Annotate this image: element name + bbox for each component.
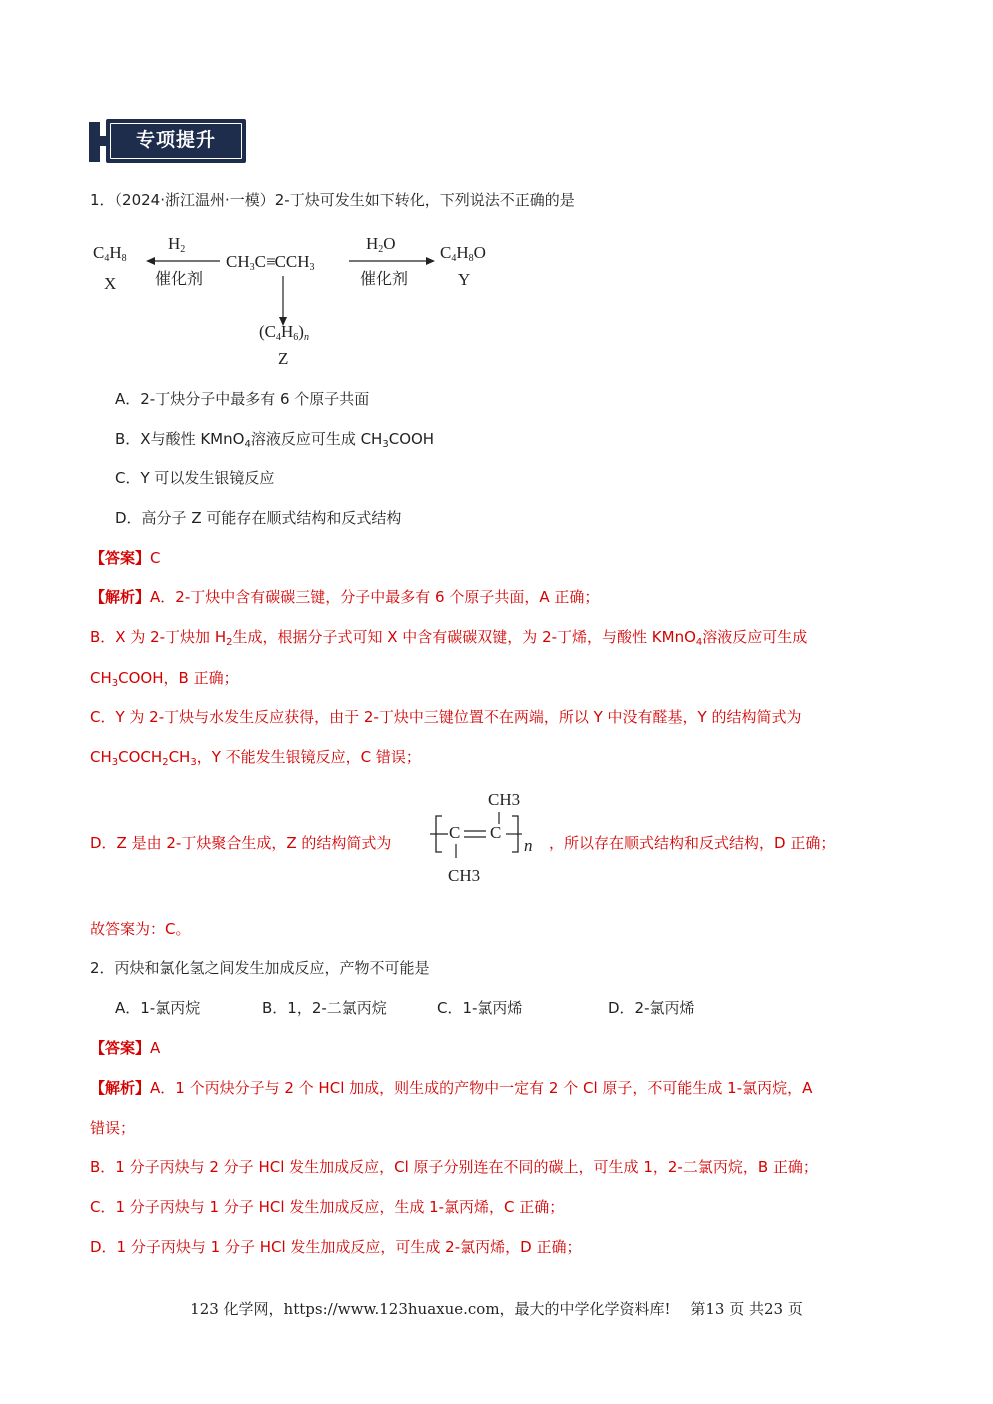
q2-answer: 【答案】A <box>90 1039 161 1057</box>
q2-analysis-d: D．1 分子丙炔与 1 分子 HCl 发生加成反应，可生成 2-氯丙烯，D 正确； <box>90 1238 582 1256</box>
q2-analysis-b: B．1 分子丙炔与 2 分子 HCl 发生加成反应，Cl 原子分别连在不同的碳上，可生成 1，2-二氯丙烷，B 正确； <box>90 1158 818 1176</box>
page-footer: 123 化学网，https://www.123huaxue.com，最大的中学化学资料库! 第13 页 共23 页 <box>190 1300 803 1318</box>
x-formula: $C_4H_8$ <box>93 243 127 264</box>
q2-analysis-a-line2: 错误； <box>90 1119 136 1137</box>
left-reagent: $H_2$ <box>168 234 186 255</box>
q2-analysis-a-line1: 【解析】A．1 个丙炔分子与 2 个 HCl 加成，则生成的产物中一定有 2 个 Cl 原子，不可能生成 1-氯丙烷，A <box>90 1079 813 1097</box>
q1-option-b: B．X与酸性 KMnO$_4$溶液反应可生成 $CH_3COOH$ <box>115 430 435 450</box>
q1-analysis-a: 【解析】A．2-丁炔中含有碳碳三键，分子中最多有 6 个原子共面，A 正确； <box>90 588 600 606</box>
q1-option-c: C．Y 可以发生银镜反应 <box>115 469 275 487</box>
q2-analysis-c: C．1 分子丙炔与 1 分子 HCl 发生加成反应，生成 1-氯丙烯，C 正确； <box>90 1198 565 1216</box>
q1-analysis-b-line2: $CH_3COOH$，B 正确； <box>90 669 239 689</box>
y-formula: $C_4H_8O$ <box>440 243 486 264</box>
badge-bar <box>89 122 100 162</box>
section-badge <box>89 119 249 165</box>
q2-stem: 2．丙炔和氯化氢之间发生加成反应，产物不可能是 <box>90 959 430 977</box>
right-condition: 催化剂 <box>360 269 409 288</box>
polymer-n: n <box>524 836 533 855</box>
badge-title: 专项提升 <box>135 129 216 151</box>
q1-answer: 【答案】C <box>90 549 161 567</box>
polymer-top-methyl: CH3 <box>488 790 521 809</box>
q2-option-a: A．1-氯丙烷 <box>115 999 201 1017</box>
polymer-c2: C <box>490 823 502 842</box>
q1-option-d: D．高分子 Z 可能存在顺式结构和反式结构 <box>115 509 402 527</box>
q2-option-d: D．2-氯丙烯 <box>608 999 695 1017</box>
q1-analysis-d-suffix: ，所以存在顺式结构和反式结构，D 正确； <box>549 834 836 852</box>
left-condition: 催化剂 <box>155 269 204 288</box>
q1-analysis-c-line2: $CH_3COCH_2CH_3$，Y 不能发生银镜反应，C 错误； <box>90 748 421 768</box>
polymer-c1: C <box>449 823 461 842</box>
q2-option-c: C．1-氯丙烯 <box>437 999 523 1017</box>
center-compound: $CH_3C\equiv CCH_3$ <box>226 252 315 273</box>
q2-option-b: B．1，2-二氯丙烷 <box>262 999 387 1017</box>
z-formula: $(C_4H_6)_n$ <box>259 322 309 343</box>
q1-analysis-d-prefix: D．Z 是由 2-丁炔聚合生成，Z 的结构简式为 <box>90 834 392 852</box>
q1-conclusion: 故答案为：C。 <box>90 920 191 938</box>
badge-box <box>106 119 246 163</box>
q1-analysis-c-line1: C．Y 为 2-丁炔与水发生反应获得，由于 2-丁炔中三键位置不在两端，所以 Y 中没有醛基，Y 的结构简式为 <box>90 708 802 726</box>
q1-option-a: A．2-丁炔分子中最多有 6 个原子共面 <box>115 390 370 408</box>
polymer-bottom-methyl: CH3 <box>448 866 481 885</box>
y-label: Y <box>458 270 471 289</box>
q1-analysis-b-line1: B．X 为 2-丁炔加 $H_2$生成，根据分子式可知 X 中含有碳碳双键，为 2-丁烯，与酸性 KMnO$_4$溶液反应可生成 <box>90 628 808 648</box>
right-reagent: $H_2O$ <box>366 234 396 255</box>
down-arrow <box>276 276 290 326</box>
polymer-structure <box>428 790 548 890</box>
x-label: X <box>104 274 117 293</box>
q1-stem: 1．（2024·浙江温州·一模）2-丁炔可发生如下转化，下列说法不正确的是 <box>90 191 575 209</box>
z-label: Z <box>278 349 289 368</box>
